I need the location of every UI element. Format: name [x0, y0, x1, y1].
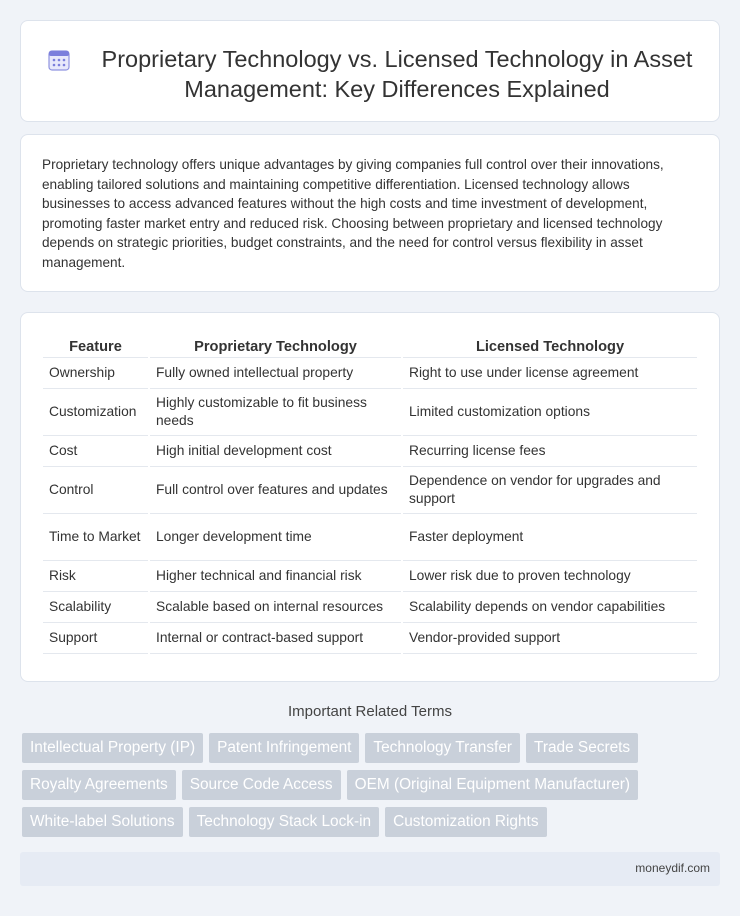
related-term-tag[interactable]: Technology Stack Lock-in [189, 807, 380, 837]
cell-proprietary: Scalable based on internal resources [150, 592, 401, 623]
table-row [43, 389, 697, 436]
cell-feature: Cost [43, 436, 148, 467]
related-term-tag[interactable]: OEM (Original Equipment Manufacturer) [347, 770, 638, 800]
cell-proprietary: Internal or contract-based support [150, 623, 401, 654]
related-term-tag[interactable]: Royalty Agreements [22, 770, 176, 800]
table-header-row [43, 334, 697, 358]
cell-proprietary: Higher technical and financial risk [150, 561, 401, 592]
cell-licensed: Limited customization options [403, 389, 697, 436]
comparison-table [41, 334, 699, 654]
cell-feature: Scalability [43, 592, 148, 623]
related-term-tag[interactable]: White-label Solutions [22, 807, 183, 837]
related-term-tag[interactable]: Source Code Access [182, 770, 341, 800]
footer-bar [20, 852, 720, 886]
cell-licensed: Lower risk due to proven technology [403, 561, 697, 592]
cell-feature: Support [43, 623, 148, 654]
related-term-tag[interactable]: Trade Secrets [526, 733, 638, 763]
cell-feature: Ownership [43, 358, 148, 389]
cell-licensed: Vendor-provided support [403, 623, 697, 654]
related-term-tag[interactable]: Technology Transfer [365, 733, 520, 763]
table-row [43, 358, 697, 389]
cell-feature: Time to Market [43, 514, 148, 561]
cell-licensed: Recurring license fees [403, 436, 697, 467]
intro-paragraph: Proprietary technology offers unique advantages by giving companies full control over their innovations, enabling tailored solutions and maintaining competitive differentiation. Licensed technology allows businesses to access advanced features without the high costs and time investment of development, promoting faster market entry and reduced risk. Choosing between proprietary and licensed technology depends on strategic priorities, budget constraints, and the need for control versus flexibility in asset management. [42, 157, 664, 270]
table-row [43, 467, 697, 514]
table-row [43, 514, 697, 561]
page-title: Proprietary Technology vs. Licensed Technology in Asset Management: Key Differences Explained [101, 46, 693, 102]
calendar-icon [47, 48, 71, 72]
cell-licensed: Dependence on vendor for upgrades and support [403, 467, 697, 514]
related-terms-heading: Important Related Terms [288, 703, 452, 720]
table-row [43, 436, 697, 467]
table-row [43, 592, 697, 623]
cell-feature: Customization [43, 389, 148, 436]
related-term-tag[interactable]: Patent Infringement [209, 733, 359, 763]
comparison-card [20, 312, 720, 682]
related-term-tag[interactable]: Intellectual Property (IP) [22, 733, 203, 763]
cell-proprietary: Fully owned intellectual property [150, 358, 401, 389]
related-term-tag[interactable]: Customization Rights [385, 807, 546, 837]
table-row [43, 561, 697, 592]
cell-proprietary: Full control over features and updates [150, 467, 401, 514]
cell-feature: Risk [43, 561, 148, 592]
cell-proprietary: Highly customizable to fit business needs [150, 389, 401, 436]
cell-proprietary: High initial development cost [150, 436, 401, 467]
header-proprietary: Proprietary Technology [150, 334, 401, 358]
cell-licensed: Right to use under license agreement [403, 358, 697, 389]
intro-card [20, 134, 720, 292]
cell-licensed: Scalability depends on vendor capabilities [403, 592, 697, 623]
footer-site-link[interactable]: moneydif.com [635, 861, 710, 875]
title-card [20, 20, 720, 122]
header-feature: Feature [43, 334, 148, 358]
related-terms-list [22, 733, 722, 837]
header-licensed: Licensed Technology [403, 334, 697, 358]
cell-licensed: Faster deployment [403, 514, 697, 561]
table-row [43, 623, 697, 654]
cell-feature: Control [43, 467, 148, 514]
cell-proprietary: Longer development time [150, 514, 401, 561]
